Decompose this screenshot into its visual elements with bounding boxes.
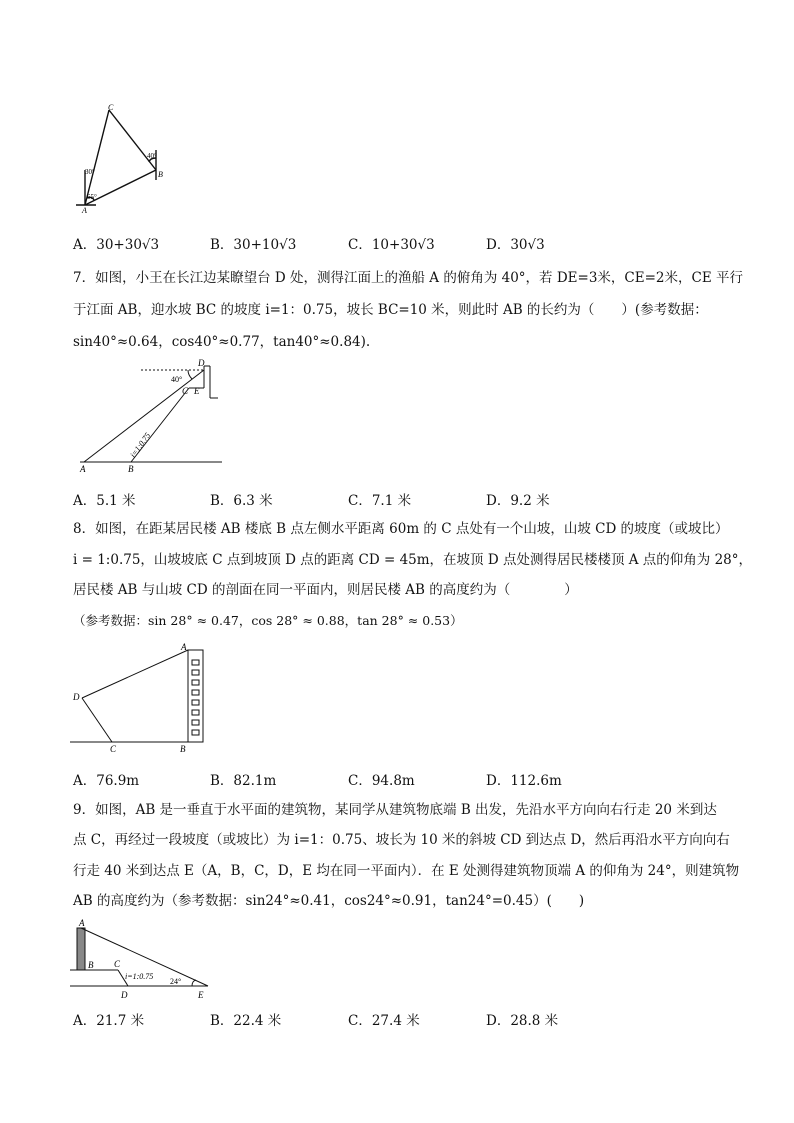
q8-label-c: C: [110, 744, 117, 754]
q6-option-a: [73, 233, 159, 253]
q8-label-a: A: [181, 642, 187, 652]
q7-angle-40: 40°: [171, 375, 183, 384]
q6-option-d-text: 30√3: [510, 237, 545, 253]
q6-angle-30: 30°: [85, 168, 95, 176]
q6-option-a-text: 30+30√3: [96, 237, 160, 253]
q9-option-b: [210, 1009, 281, 1029]
q9-option-d-text: 28.8 米: [510, 1013, 559, 1029]
q7-option-d-letter: D．: [486, 493, 511, 509]
q8-option-b: [210, 769, 276, 789]
q7-option-b-letter: B．: [210, 493, 234, 509]
q8-figure: [70, 640, 215, 755]
q9-option-a-letter: A．: [73, 1013, 97, 1029]
q7-label-a: A: [80, 464, 86, 473]
q9-option-c-letter: C．: [348, 1013, 372, 1029]
q7-option-c: [348, 489, 411, 509]
q9-label-c: C: [114, 959, 121, 969]
q9-label-b: B: [88, 960, 94, 970]
q8-option-b-letter: B．: [210, 773, 234, 789]
q7-option-c-letter: C．: [348, 493, 372, 509]
q6-label-c: C: [108, 103, 114, 112]
q8-option-a-text: 76.9m: [96, 773, 140, 789]
q7-label-b: B: [128, 464, 134, 473]
q7-option-a-letter: A．: [73, 493, 97, 509]
q9-label-e: E: [198, 990, 204, 1000]
q7-figure: [76, 358, 226, 473]
q9-option-a: [73, 1009, 144, 1029]
q9-option-d-letter: D．: [486, 1013, 511, 1029]
q8-line-3: 居民楼 AB 与山坡 CD 的剖面在同一平面内，则居民楼 AB 的高度约为（ ）: [73, 582, 578, 598]
q7-option-d-text: 9.2 米: [510, 493, 550, 509]
q8-label-b: B: [180, 744, 186, 754]
q7-option-a-text: 5.1 米: [96, 493, 136, 509]
q9-line-2: 点 C，再经过一段坡度（或坡比）为 i=1：0.75、坡长为 10 米的斜坡 CD 到达点 D，然后再沿水平方向向右: [73, 832, 730, 848]
q8-option-d-letter: D．: [486, 773, 511, 789]
q6-label-b: B: [158, 170, 163, 179]
q9-label-a: A: [79, 918, 85, 928]
q9-figure: [70, 916, 215, 1002]
q7-label-e: E: [194, 386, 200, 396]
q9-label-d: D: [121, 990, 128, 1000]
q9-angle-24: 24°: [170, 977, 182, 986]
q6-angle-65: 65°: [87, 193, 97, 201]
q6-option-b-letter: B．: [210, 237, 234, 253]
q8-line-1: 8．如图，在距某居民楼 AB 楼底 B 点左侧水平距离 60m 的 C 点处有一个山坡，山坡 CD 的坡度（或坡比）: [73, 521, 729, 537]
q6-angle-40: 40°: [147, 152, 157, 160]
q9-option-a-text: 21.7 米: [96, 1013, 145, 1029]
q8-line-4: （参考数据：sin 28° ≈ 0.47，cos 28° ≈ 0.88，tan 28° ≈ 0.53）: [73, 613, 463, 628]
q9-line-4: AB 的高度约为（参考数据：sin24°≈0.41，cos24°≈0.91，tan24°=0.45）( ): [73, 893, 585, 909]
q8-option-c-letter: C．: [348, 773, 372, 789]
q9-option-c-text: 27.4 米: [371, 1013, 420, 1029]
q8-line-2: i = 1:0.75，山坡坡底 C 点到坡顶 D 点的距离 CD = 45m，在坡顶 D 点处测得居民楼楼顶 A 点的仰角为 28°，: [73, 552, 753, 568]
q6-option-c-text: 10+30√3: [371, 237, 435, 253]
q7-line-3: sin40°≈0.64，cos40°≈0.77，tan40°≈0.84).: [73, 334, 371, 350]
q8-option-c-text: 94.8m: [371, 773, 415, 789]
q9-option-c: [348, 1009, 420, 1029]
q8-label-d: D: [73, 692, 80, 702]
q7-slope: i=1:0.75: [128, 430, 153, 460]
q9-slope: i=1:0.75: [125, 972, 154, 981]
q7-option-b: [210, 489, 273, 509]
q6-option-b: [210, 233, 296, 253]
q9-line-3: 行走 40 米到达点 E（A，B，C，D，E 均在同一平面内）．在 E 处测得建筑物顶端 A 的仰角为 24°，则建筑物: [73, 863, 740, 879]
q7-option-d: [486, 489, 550, 509]
q7-option-b-text: 6.3 米: [233, 493, 273, 509]
q6-label-a: A: [82, 206, 87, 215]
q8-option-c: [348, 769, 415, 789]
q8-option-a: [73, 769, 139, 789]
q6-option-b-text: 30+10√3: [233, 237, 297, 253]
q9-option-b-letter: B．: [210, 1013, 234, 1029]
q6-option-d: [486, 233, 545, 253]
q8-option-d: [486, 769, 562, 789]
q6-figure: [70, 100, 170, 215]
q7-option-a: [73, 489, 136, 509]
q9-option-d: [486, 1009, 558, 1029]
q7-line-2: 于江面 AB，迎水坡 BC 的坡度 i=1：0.75，坡长 BC=10 米，则此时 AB 的长约为（ ）(参考数据：: [73, 302, 708, 318]
q6-option-a-letter: A．: [73, 237, 97, 253]
q6-option-d-letter: D．: [486, 237, 511, 253]
q8-option-d-text: 112.6m: [510, 773, 562, 789]
q8-option-a-letter: A．: [73, 773, 97, 789]
q6-option-c-letter: C．: [348, 237, 372, 253]
q7-option-c-text: 7.1 米: [371, 493, 412, 509]
q7-line-1: 7．如图，小王在长江边某瞭望台 D 处，测得江面上的渔船 A 的俯角为 40°，若 DE=3米，CE=2米，CE 平行: [73, 270, 743, 286]
q7-label-d: D: [198, 358, 205, 368]
q7-label-c: C: [182, 386, 189, 396]
q6-option-c: [348, 233, 435, 253]
q8-option-b-text: 82.1m: [233, 773, 277, 789]
q9-option-b-text: 22.4 米: [233, 1013, 282, 1029]
q9-line-1: 9．如图，AB 是一垂直于水平面的建筑物，某同学从建筑物底端 B 出发，先沿水平方向向右行走 20 米到达: [73, 802, 717, 818]
